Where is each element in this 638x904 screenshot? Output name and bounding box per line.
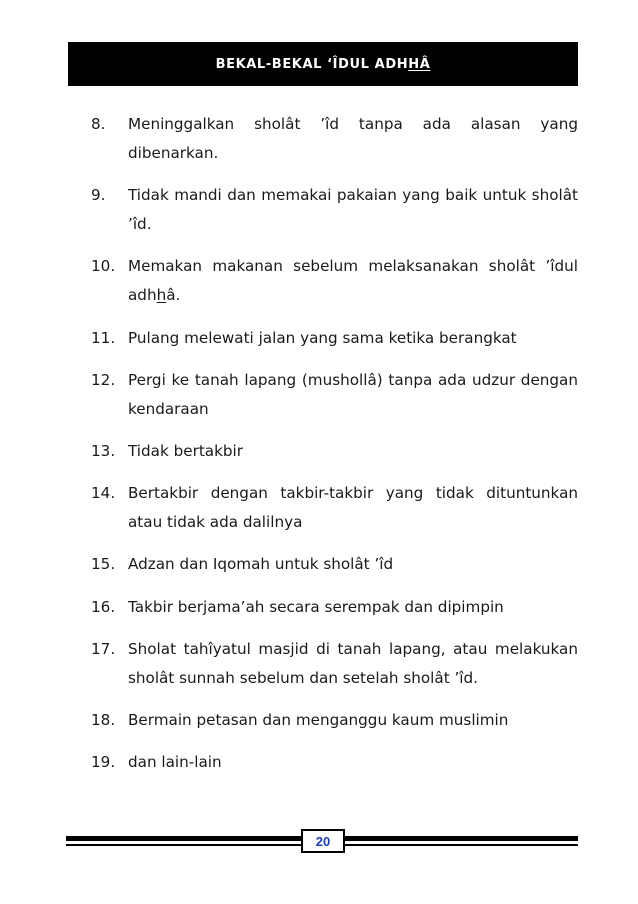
item-number: 12.	[91, 370, 116, 389]
list-item	[91, 437, 578, 466]
item-number: 11.	[91, 328, 116, 347]
item-text: Memakan makanan sebelum melaksanakan sholât ’îdul adhhâ.	[128, 257, 578, 305]
list-item	[91, 479, 578, 537]
item-number: 15.	[91, 555, 116, 574]
page-number	[301, 829, 345, 853]
list-item	[91, 593, 578, 622]
item-text: dan lain-lain	[128, 753, 222, 772]
item-text: Tidak bertakbir	[128, 441, 243, 460]
list-item	[91, 748, 578, 777]
item-number: 17.	[91, 639, 116, 658]
item-text: Takbir berjama’ah secara serempak dan dipimpin	[128, 597, 504, 616]
list-item	[91, 635, 578, 693]
header-title: BEKAL-BEKAL ‘ÎDUL ADHHÂ	[215, 56, 431, 72]
item-number: 10.	[91, 257, 116, 276]
list-item	[91, 324, 578, 353]
item-number: 9.	[91, 186, 106, 205]
item-list	[91, 110, 578, 790]
item-number: 19.	[91, 753, 116, 772]
item-text: Tidak mandi dan memakai pakaian yang baik untuk sholât ’îd.	[128, 186, 578, 234]
item-number: 13.	[91, 441, 116, 460]
item-number: 18.	[91, 710, 116, 729]
list-item	[91, 550, 578, 579]
item-number: 8.	[91, 115, 106, 133]
item-text: Adzan dan Iqomah untuk sholât ’îd	[128, 555, 394, 574]
page-number-text: 20	[315, 833, 331, 849]
item-number: 14.	[91, 484, 116, 503]
list-item	[91, 110, 578, 168]
underlined-letter: h	[156, 286, 167, 305]
list-item	[91, 706, 578, 735]
list-item	[91, 366, 578, 424]
item-number: 16.	[91, 597, 116, 616]
item-text: Bertakbir dengan takbir-takbir yang tidak dituntunkan atau tidak ada dalilnya	[128, 484, 578, 532]
header-title-underlined: HÂ	[408, 56, 431, 72]
list-item	[91, 252, 578, 310]
running-header	[68, 42, 578, 86]
item-text: Pulang melewati jalan yang sama ketika berangkat	[128, 328, 517, 347]
item-text: Pergi ke tanah lapang (mushollâ) tanpa ada udzur dengan kendaraan	[128, 370, 578, 418]
item-text: Bermain petasan dan menganggu kaum muslimin	[128, 710, 509, 729]
item-text: Meninggalkan sholât ’îd tanpa ada alasan yang dibenarkan.	[128, 115, 578, 162]
list-item	[91, 181, 578, 239]
item-text: Sholat tahîyatul masjid di tanah lapang, atau melakukan sholât sunnah sebelum dan setelah sholât ’îd.	[128, 639, 578, 687]
